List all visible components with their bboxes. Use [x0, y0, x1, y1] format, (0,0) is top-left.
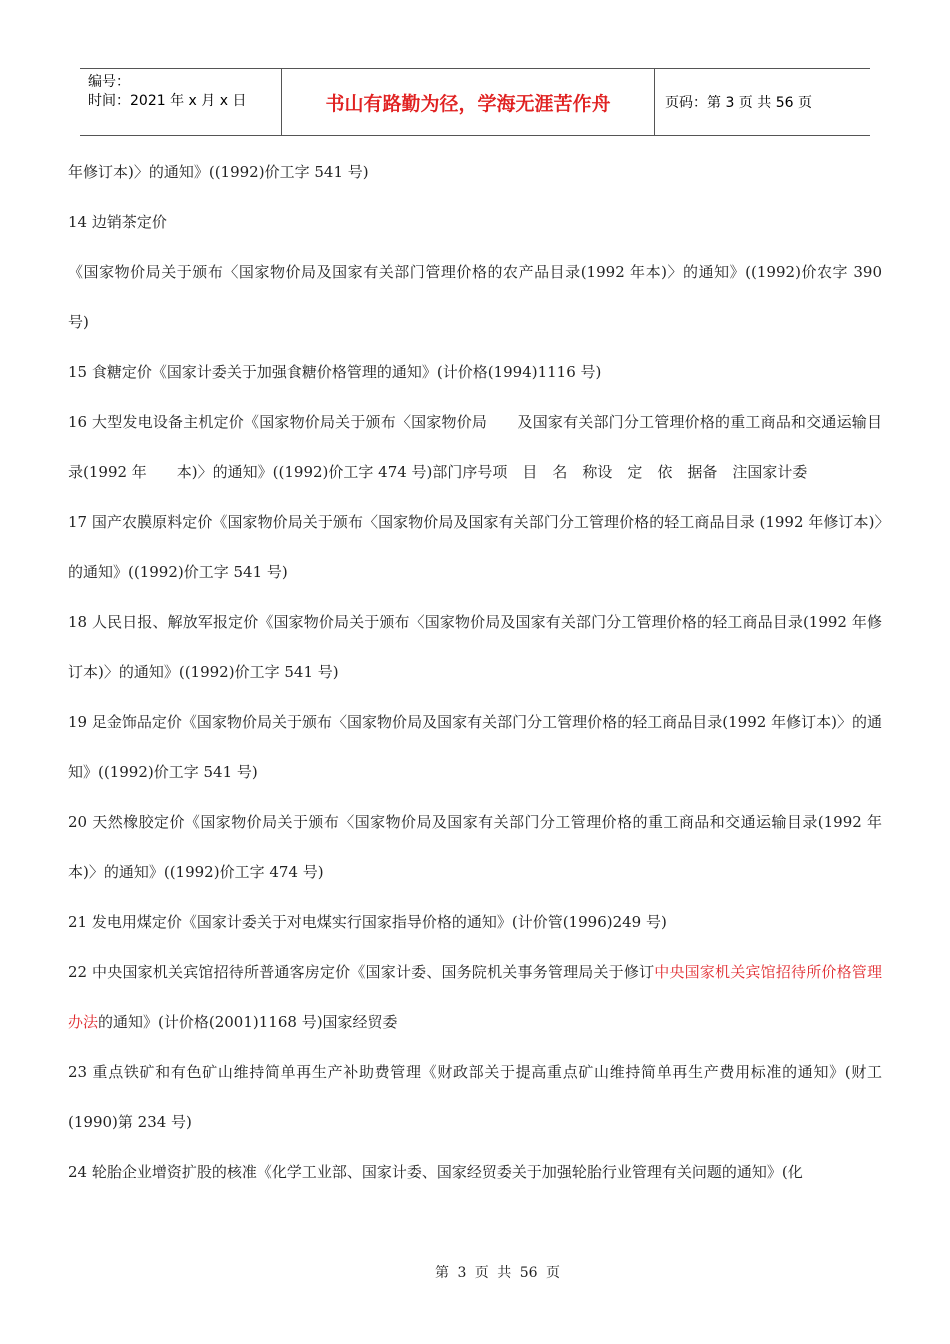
paragraph: 14 边销茶定价 [68, 213, 167, 231]
header-info-cell [80, 69, 282, 135]
header-page-number: 页码：第 3 页 共 56 页 [665, 95, 812, 111]
document-body [68, 147, 882, 1197]
paragraph: 《国家物价局关于颁布〈国家物价局及国家有关部门管理价格的农产品目录(1992 年本)〉的通知》((1992)价农字 390 号) [68, 263, 882, 331]
paragraph-text: 的通知》(计价格(2001)1168 号)国家经贸委 [98, 1013, 398, 1031]
document-number-label: 编号： [88, 74, 130, 90]
paragraph: 19 足金饰品定价《国家物价局关于颁布〈国家物价局及国家有关部门分工管理价格的轻工商品目录(1992 年修订本)〉的通知》((1992)价工字 541 号) [68, 713, 882, 781]
paragraph: 24 轮胎企业增资扩股的核准《化学工业部、国家计委、国家经贸委关于加强轮胎行业管理有关问题的通知》(化 [68, 1163, 803, 1181]
paragraph: 15 食糖定价《国家计委关于加强食糖价格管理的通知》(计价格(1994)1116 号) [68, 363, 602, 381]
paragraph: 16 大型发电设备主机定价《国家物价局关于颁布〈国家物价局 及国家有关部门分工管理价格的重工商品和交通运输目录(1992 年 本)〉的通知》((1992)价工字 474 号)部门序号项 目 名 称设 定 依 据备 注国家计委 [68, 413, 882, 481]
paragraph-22 [68, 947, 882, 1047]
paragraph: 20 天然橡胶定价《国家物价局关于颁布〈国家物价局及国家有关部门分工管理价格的重工商品和交通运输目录(1992 年本)〉的通知》((1992)价工字 474 号) [68, 813, 882, 881]
paragraph: 21 发电用煤定价《国家计委关于对电煤实行国家指导价格的通知》(计价管(1996)249 号) [68, 913, 667, 931]
document-time-label: 时间：2021 年 x 月 x 日 [88, 93, 247, 109]
paragraph: 年修订本)〉的通知》((1992)价工字 541 号) [68, 163, 369, 181]
header-motto: 书山有路勤为径，学海无涯苦作舟 [282, 69, 655, 135]
paragraph: 23 重点铁矿和有色矿山维持简单再生产补助费管理《财政部关于提高重点矿山维持简单再生产费用标准的通知》(财工(1990)第 234 号) [68, 1063, 882, 1131]
paragraph: 18 人民日报、解放军报定价《国家物价局关于颁布〈国家物价局及国家有关部门分工管理价格的轻工商品目录(1992 年修订本)〉的通知》((1992)价工字 541 号) [68, 613, 882, 681]
paragraph-text: 22 中央国家机关宾馆招待所普通客房定价《国家计委、国务院机关事务管理局关于修订 [68, 963, 655, 981]
page-header [80, 68, 870, 136]
page-footer: 第 3 页 共 56 页 [435, 1265, 560, 1281]
highlighted-link-text[interactable]: 中央国家机关宾馆招待所价格管理办法 [68, 963, 882, 1031]
paragraph: 17 国产农膜原料定价《国家物价局关于颁布〈国家物价局及国家有关部门分工管理价格的轻工商品目录 (1992 年修订本)〉的通知》((1992)价工字 541 号) [68, 513, 882, 581]
